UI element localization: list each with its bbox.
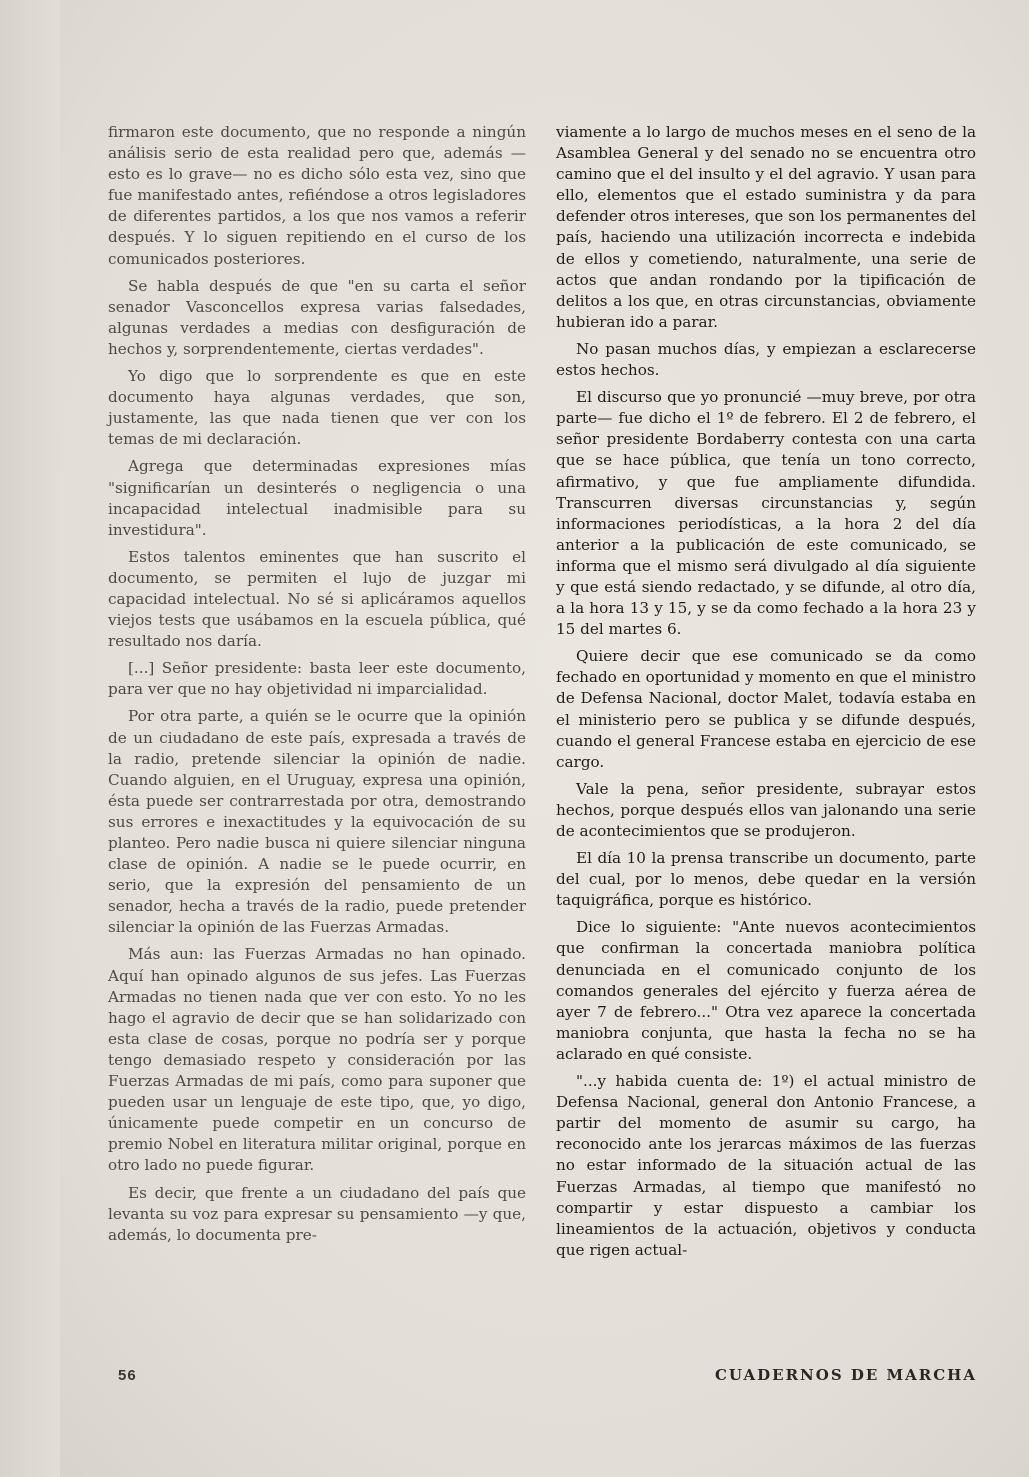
paragraph: El discurso que yo pronuncié —muy breve, por otra parte— fue dicho el 1º de febrero. El 2 de febrero, el señor presidente Bordaberry contesta con una carta que se hace pública, que tenía un tono correcto, afirmativo, y que fue ampliamente difundida. Transcurren diversas circunstancias y, según informaciones periodísticas, a la hora 2 del día anterior a la publicación de este comunicado, se informa que el mismo será divulgado al día siguiente y que está siendo redactado, y se difunde, al otro día, a la hora 13 y 15, y se da como fechado a la hora 23 y 15 del martes 6. [556, 388, 976, 639]
paragraph: Más aun: las Fuerzas Armadas no han opinado. Aquí han opinado algunos de sus jefes. Las Fuerzas Armadas no tienen nada que ver con esto. Yo no les hago el agravio de decir que se han solidarizado con esta clase de cosas, porque no podría ser y porque tengo demasiado respeto y consideración por las Fuerzas Armadas de mi país, como para suponer que pueden usar un lenguaje de este tipo, que, yo digo, únicamente puede competir en un concurso de premio Nobel en literatura militar original, porque en otro lado no puede figurar. [108, 945, 526, 1175]
right-column [556, 122, 976, 1267]
paragraph: Dice lo siguiente: "Ante nuevos acontecimientos que confirman la concertada maniobra política denunciada en el comunicado conjunto de los comandos generales del ejército y fuerza aérea de ayer 7 de febrero..." Otra vez aparece la concertada maniobra conjunta, que hasta la fecha no se ha aclarado en qué consiste. [556, 918, 976, 1063]
paragraph: [...] Señor presidente: basta leer este documento, para ver que no hay objetividad ni imparcialidad. [108, 659, 526, 699]
paragraph: Agrega que determinadas expresiones mías "significarían un desinterés o negligencia o una incapacidad intelectual inadmisible para su investidura". [108, 457, 526, 539]
paragraph: viamente a lo largo de muchos meses en el seno de la Asamblea General y del senado no se encuentra otro camino que el del insulto y el del agravio. Y usan para ello, elementos que el estado suministra y da para defender otros intereses, que son los permanentes del país, haciendo una utilización incorrecta e indebida de ellos y cometiendo, naturalmente, una serie de actos que andan rondando por la tipificación de delitos a los que, en otras circunstancias, obviamente hubieran ido a parar. [556, 123, 976, 331]
paragraph: Vale la pena, señor presidente, subrayar estos hechos, porque después ellos van jalonando una serie de acontecimientos que se produjeron. [556, 779, 976, 840]
left-column [108, 122, 526, 1252]
paragraph: Yo digo que lo sorprendente es que en este documento haya algunas verdades, que son, justamente, las que nada tienen que ver con los temas de mi declaración. [108, 367, 526, 449]
paragraph: Quiere decir que ese comunicado se da como fechado en oportunidad y momento en que el ministro de Defensa Nacional, doctor Malet, todavía estaba en el ministerio pero se publica y se difunde después, cuando el general Francese estaba en ejercicio de ese cargo. [556, 647, 976, 771]
magazine-name: CUADERNOS DE MARCHA [714, 1366, 977, 1384]
paragraph: Estos talentos eminentes que han suscrito el documento, se permiten el lujo de juzgar mi capacidad intelectual. No sé si aplicáramos aquellos viejos tests que usábamos en la escuela pública, qué resultado nos daría. [108, 547, 526, 651]
paragraph: No pasan muchos días, y empiezan a esclarecerse estos hechos. [556, 339, 976, 380]
paragraph: Se habla después de que "en su carta el señor senador Vasconcellos expresa varias falsedades, algunas verdades a medias con desfiguración de hechos y, sorprendentemente, ciertas verdades". [108, 276, 526, 358]
binding-shadow [0, 0, 60, 1477]
paragraph: El día 10 la prensa transcribe un documento, parte del cual, por lo menos, debe quedar en la versión taquigráfica, porque es histórico. [556, 849, 976, 910]
paragraph: Es decir, que frente a un ciudadano del país que levanta su voz para expresar su pensamiento —y que, además, lo documenta pre- [108, 1183, 526, 1244]
paragraph: "...y habida cuenta de: 1º) el actual ministro de Defensa Nacional, general don Antonio Francese, a partir del momento de asumir su cargo, ha reconocido ante los jerarcas máximos de las fuerzas no estar informado de la situación actual de las Fuerzas Armadas, al tiempo que manifestó no compartir y estar dispuesto a cambiar los lineamientos de la actuación, objetivos y conducta que rigen actual- [556, 1072, 976, 1259]
paragraph: Por otra parte, a quién se le ocurre que la opinión de un ciudadano de este país, expresada a través de la radio, pretende silenciar la opinión de nadie. Cuando alguien, en el Uruguay, expresa una opinión, ésta puede ser contrarrestada por otra, demostrando sus errores e inexactitudes y la equivocación de su planteo. Pero nadie busca ni quiere silenciar ninguna clase de opinión. A nadie se le puede ocurrir, en serio, que la expresión del pensamiento de un senador, hecha a través de la radio, puede pretender silenciar la opinión de las Fuerzas Armadas. [108, 707, 526, 937]
paragraph: firmaron este documento, que no responde a ningún análisis serio de esta realidad pero que, además —esto es lo grave— no es dicho sólo esta vez, sino que fue manifestado antes, refiéndose a otros legisladores de diferentes partidos, a los que nos vamos a referir después. Y lo siguen repitiendo en el curso de los comunicados posteriores. [108, 123, 526, 268]
page-number: 56 [118, 1367, 137, 1384]
